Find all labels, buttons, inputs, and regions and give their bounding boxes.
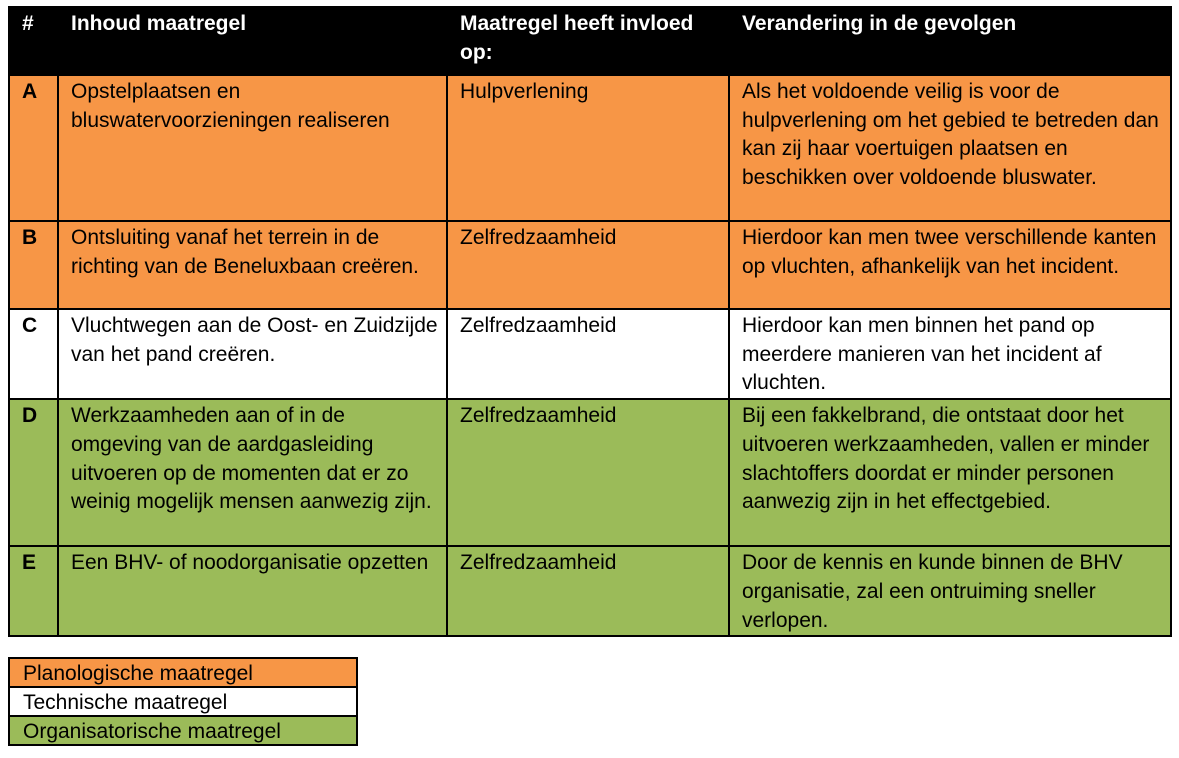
legend-item-organisatorisch: Organisatorische maatregel bbox=[8, 715, 358, 746]
row-content: Opstelplaatsen en bluswatervoorzieningen realiseren bbox=[58, 75, 447, 221]
header-id: # bbox=[9, 7, 58, 75]
table-header-row bbox=[9, 7, 1171, 75]
table-row bbox=[9, 546, 1171, 636]
header-effect: Verandering in de gevolgen bbox=[729, 7, 1171, 75]
row-content: Werkzaamheden aan of in de omgeving van de aardgasleiding uitvoeren op de momenten dat er zo weinig mogelijk mensen aanwezig zijn. bbox=[58, 399, 447, 546]
legend bbox=[8, 657, 358, 746]
header-influence: Maatregel heeft invloed op: bbox=[447, 7, 729, 75]
legend-item-technisch: Technische maatregel bbox=[8, 686, 358, 717]
header-content: Inhoud maatregel bbox=[58, 7, 447, 75]
row-id: C bbox=[9, 309, 58, 399]
row-id: A bbox=[9, 75, 58, 221]
row-influence: Zelfredzaamheid bbox=[447, 221, 729, 309]
row-id: E bbox=[9, 546, 58, 636]
row-influence: Zelfredzaamheid bbox=[447, 546, 729, 636]
table-row bbox=[9, 221, 1171, 309]
row-influence: Zelfredzaamheid bbox=[447, 309, 729, 399]
legend-item-planologisch: Planologische maatregel bbox=[8, 657, 358, 688]
row-effect: Door de kennis en kunde binnen de BHV organisatie, zal een ontruiming sneller verlopen. bbox=[729, 546, 1171, 636]
row-influence: Hulpverlening bbox=[447, 75, 729, 221]
table-row bbox=[9, 75, 1171, 221]
row-influence: Zelfredzaamheid bbox=[447, 399, 729, 546]
row-effect: Hierdoor kan men twee verschillende kanten op vluchten, afhankelijk van het incident. bbox=[729, 221, 1171, 309]
row-id: B bbox=[9, 221, 58, 309]
row-content: Vluchtwegen aan de Oost- en Zuidzijde van het pand creëren. bbox=[58, 309, 447, 399]
row-effect: Hierdoor kan men binnen het pand op meerdere manieren van het incident af vluchten. bbox=[729, 309, 1171, 399]
table-row bbox=[9, 309, 1171, 399]
row-id: D bbox=[9, 399, 58, 546]
table-row bbox=[9, 399, 1171, 546]
measures-table bbox=[8, 6, 1172, 637]
row-effect: Bij een fakkelbrand, die ontstaat door het uitvoeren werkzaamheden, vallen er minder slachtoffers doordat er minder personen aanwezig zijn in het effectgebied. bbox=[729, 399, 1171, 546]
row-content: Een BHV- of noodorganisatie opzetten bbox=[58, 546, 447, 636]
row-content: Ontsluiting vanaf het terrein in de richting van de Beneluxbaan creëren. bbox=[58, 221, 447, 309]
row-effect: Als het voldoende veilig is voor de hulpverlening om het gebied te betreden dan kan zij haar voertuigen plaatsen en beschikken over voldoende bluswater. bbox=[729, 75, 1171, 221]
